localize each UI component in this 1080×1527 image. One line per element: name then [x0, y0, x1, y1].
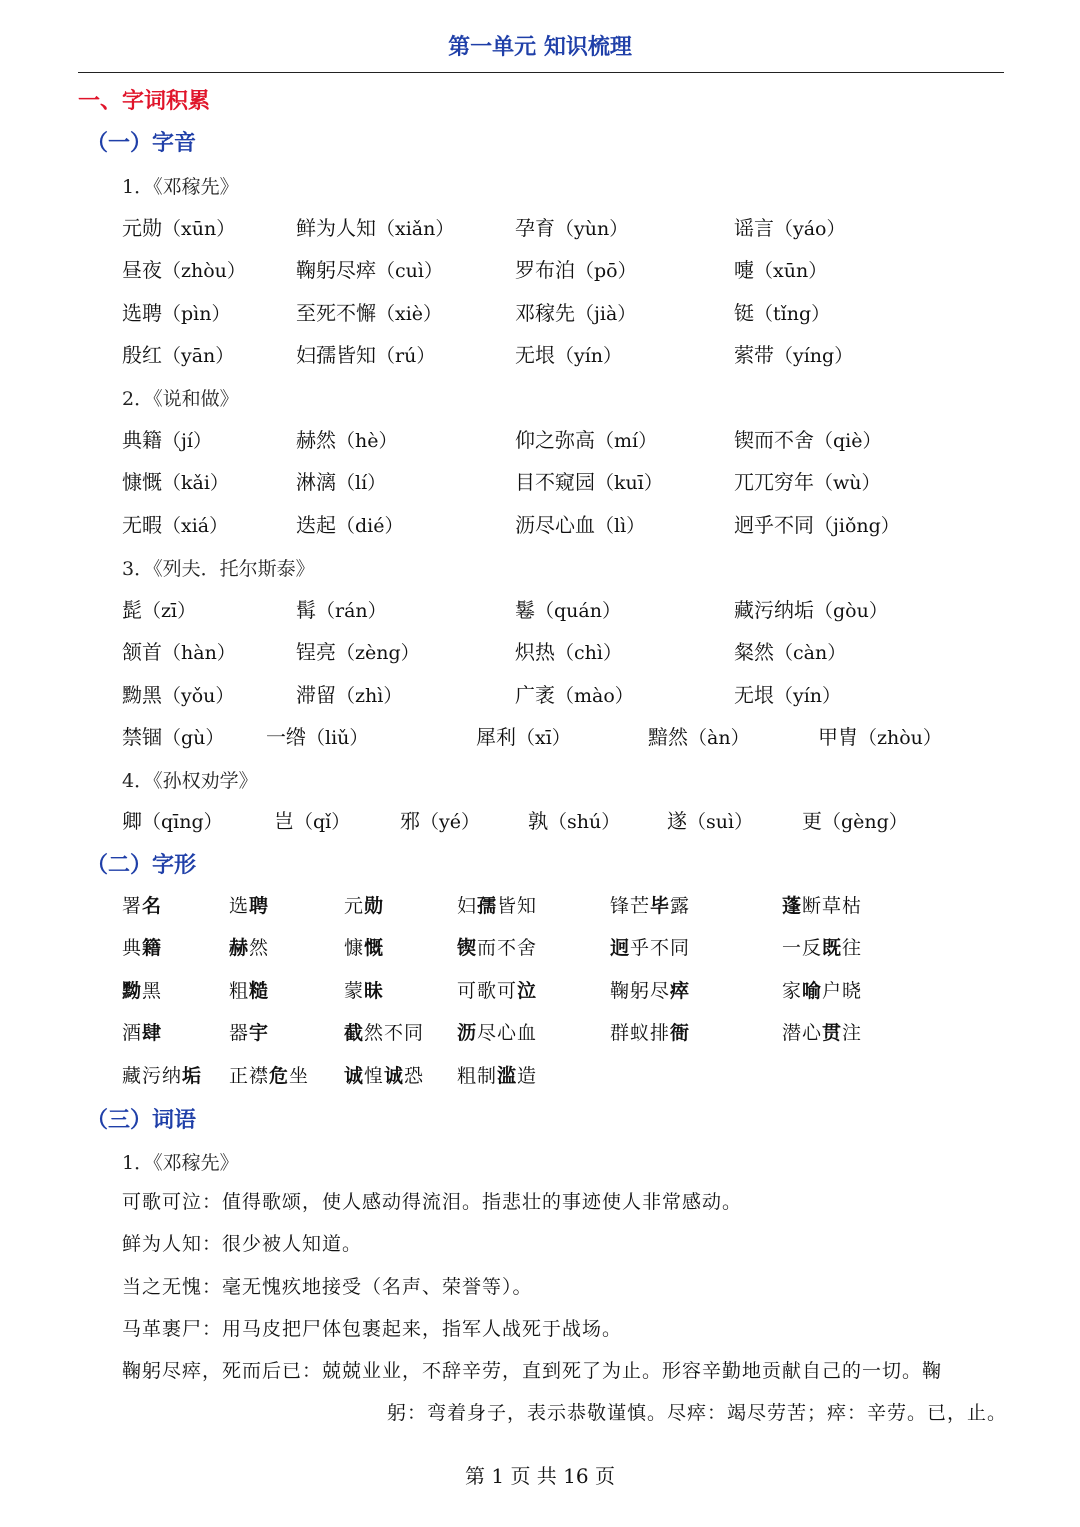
pronunciation-entry [515, 594, 621, 623]
entry-word: 黯然 [648, 725, 688, 749]
word-text: 家 [782, 980, 803, 1002]
pronunciation-entry [122, 212, 235, 241]
word-text: 潜心 [782, 1022, 823, 1044]
entry-pinyin: （quán） [535, 600, 621, 622]
entry-word: 无垠 [515, 343, 555, 367]
word-text: 蒙 [344, 980, 365, 1002]
entry-pinyin: （jià） [575, 303, 637, 325]
entry-word: 选聘 [122, 301, 162, 325]
entry-pinyin: （qiè） [814, 430, 882, 452]
entry-pinyin: （zhì） [336, 685, 403, 707]
vocab-definition-line: 鞠躬尽瘁，死而后已：兢兢业业，不辞辛劳，直到死了为止。形容辛勤地贡献自己的一切。鞠 [122, 1360, 943, 1382]
lesson-title-deng-jiaxian: 1．《邓稼先》 [122, 176, 239, 198]
character-form-word [610, 891, 690, 918]
entry-word: 锲而不舍 [734, 428, 814, 452]
pronunciation-entry [274, 805, 350, 834]
entry-word: 禁锢 [122, 725, 162, 749]
word-text: 署 [122, 895, 143, 917]
entry-pinyin: （tǐng） [754, 303, 831, 325]
pronunciation-entry [122, 254, 246, 283]
pronunciation-entry [515, 636, 622, 665]
vocab-lesson-title: 1．《邓稼先》 [122, 1152, 239, 1174]
entry-word: 一绺 [266, 725, 306, 749]
emphasized-character: 既 [822, 937, 843, 959]
entry-word: 邪 [400, 809, 420, 833]
word-text: 露 [670, 895, 691, 917]
lesson-title-sun-quan: 4．《孙权劝学》 [122, 770, 258, 792]
lesson-title-shuo-he-zuo: 2．《说和做》 [122, 388, 239, 410]
entry-word: 炽热 [515, 640, 555, 664]
entry-word: 淋漓 [296, 470, 336, 494]
pronunciation-entry [734, 297, 830, 326]
pronunciation-entry [296, 509, 403, 538]
word-text: 元 [344, 895, 365, 917]
emphasized-character: 危 [269, 1065, 290, 1087]
entry-pinyin: （suì） [687, 811, 754, 833]
pronunciation-entry [122, 679, 234, 708]
word-text: 妇 [457, 895, 478, 917]
entry-pinyin: （kuī） [595, 472, 663, 494]
entry-pinyin: （xī） [516, 727, 571, 749]
entry-pinyin: （lí） [336, 472, 387, 494]
entry-pinyin: （zèng） [336, 642, 420, 664]
pronunciation-entry [400, 805, 480, 834]
word-text: 黑 [142, 980, 163, 1002]
emphasized-character: 毕 [650, 895, 671, 917]
vocab-definition-continuation: 躬：弯着身子，表示恭敬谨慎。尽瘁：竭尽劳苦；瘁：辛劳。已，止。 [386, 1402, 1007, 1424]
entry-word: 鬈 [515, 598, 535, 622]
emphasized-character: 昧 [364, 980, 385, 1002]
pronunciation-entry [296, 424, 397, 453]
pronunciation-entry [266, 721, 368, 750]
character-form-word [782, 933, 862, 960]
pronunciation-entry [515, 254, 637, 283]
vocab-definition: 马革裹尸：用马皮把尸体包裹起来，指军人战死于战场。 [122, 1318, 623, 1340]
entry-word: 典籍 [122, 428, 162, 452]
entry-pinyin: （liǔ） [306, 727, 369, 749]
word-text: 可歌可 [457, 980, 518, 1002]
entry-word: 萦带 [734, 343, 774, 367]
emphasized-character: 诚 [344, 1065, 365, 1087]
pronunciation-entry [122, 424, 212, 453]
pronunciation-entry [734, 509, 900, 538]
entry-pinyin: （xiá） [162, 515, 229, 537]
character-form-word [610, 976, 690, 1003]
pronunciation-entry [515, 424, 657, 453]
word-text: 群蚁排 [610, 1022, 671, 1044]
character-form-word [610, 933, 690, 960]
pronunciation-entry [296, 297, 442, 326]
entry-word: 甲胄 [818, 725, 858, 749]
entry-pinyin: （chì） [555, 642, 622, 664]
entry-word: 锃亮 [296, 640, 336, 664]
pronunciation-entry [122, 636, 236, 665]
emphasized-character: 聘 [249, 895, 270, 917]
entry-word: 殷红 [122, 343, 162, 367]
entry-word: 元勋 [122, 216, 162, 240]
character-form-word [122, 1018, 162, 1045]
entry-pinyin: （rán） [316, 600, 387, 622]
entry-word: 兀兀穷年 [734, 470, 814, 494]
entry-word: 谣言 [734, 216, 774, 240]
pronunciation-entry [122, 721, 224, 750]
character-form-word [457, 933, 537, 960]
pronunciation-entry [734, 679, 841, 708]
word-text: 惶 [364, 1065, 385, 1087]
entry-word: 嚏 [734, 258, 754, 282]
pronunciation-entry [734, 254, 827, 283]
entry-pinyin: （mào） [555, 685, 634, 707]
entry-word: 广袤 [515, 683, 555, 707]
entry-pinyin: （dié） [336, 515, 404, 537]
entry-pinyin: （cuì） [376, 260, 443, 282]
entry-word: 颔首 [122, 640, 162, 664]
entry-pinyin: （yíng） [774, 345, 854, 367]
emphasized-character: 截 [344, 1022, 365, 1044]
entry-word: 藏污纳垢 [734, 598, 814, 622]
pronunciation-entry [122, 339, 234, 368]
emphasized-character: 蓬 [782, 895, 803, 917]
entry-word: 目不窥园 [515, 470, 595, 494]
pronunciation-entry [476, 721, 571, 750]
character-form-word [344, 891, 384, 918]
character-form-word [344, 1018, 424, 1045]
character-form-word [229, 976, 269, 1003]
word-text: 器 [229, 1022, 250, 1044]
entry-word: 昼夜 [122, 258, 162, 282]
pronunciation-entry [667, 805, 753, 834]
pronunciation-entry [528, 805, 620, 834]
entry-pinyin: （mí） [595, 430, 658, 452]
word-text: 尽心血 [477, 1022, 538, 1044]
word-text: 酒 [122, 1022, 143, 1044]
entry-word: 遂 [667, 809, 687, 833]
entry-pinyin: （àn） [688, 727, 750, 749]
word-text: 注 [842, 1022, 863, 1044]
entry-pinyin: （zhòu） [162, 260, 246, 282]
word-text: 粗制 [457, 1065, 498, 1087]
word-text: 乎不同 [630, 937, 691, 959]
word-text: 造 [517, 1065, 538, 1087]
word-text: 往 [842, 937, 863, 959]
pronunciation-entry [296, 594, 387, 623]
pronunciation-entry [296, 254, 443, 283]
word-text: 慷 [344, 937, 365, 959]
entry-pinyin: （hè） [336, 430, 398, 452]
character-form-word [782, 1018, 862, 1045]
word-text: 典 [122, 937, 143, 959]
emphasized-character: 泣 [517, 980, 538, 1002]
word-text: 一反 [782, 937, 823, 959]
emphasized-character: 垢 [182, 1065, 203, 1087]
emphasized-character: 籍 [142, 937, 163, 959]
emphasized-character: 孺 [477, 895, 498, 917]
emphasized-character: 衙 [670, 1022, 691, 1044]
character-form-word [229, 891, 269, 918]
subsection-heading-character-form: （二）字形 [86, 853, 197, 878]
entry-pinyin: （gèng） [822, 811, 908, 833]
word-text: 而不舍 [477, 937, 538, 959]
entry-word: 髯 [296, 598, 316, 622]
entry-pinyin: （càn） [774, 642, 847, 664]
pronunciation-entry [296, 466, 386, 495]
word-text: 锋芒 [610, 895, 651, 917]
pronunciation-entry [734, 339, 853, 368]
character-form-word [782, 976, 862, 1003]
entry-word: 铤 [734, 301, 754, 325]
character-form-word [344, 933, 384, 960]
word-text: 断草枯 [802, 895, 863, 917]
entry-word: 滞留 [296, 683, 336, 707]
emphasized-character: 贯 [822, 1022, 843, 1044]
emphasized-character: 名 [142, 895, 163, 917]
pronunciation-entry [122, 466, 229, 495]
entry-word: 无垠 [734, 683, 774, 707]
character-form-word [122, 891, 162, 918]
subsection-heading-vocabulary: （三）词语 [86, 1108, 197, 1133]
emphasized-character: 喻 [802, 980, 823, 1002]
entry-word: 邓稼先 [515, 301, 575, 325]
character-form-word [344, 1061, 424, 1088]
emphasized-character: 诚 [384, 1065, 405, 1087]
word-text: 然 [249, 937, 270, 959]
entry-pinyin: （xūn） [162, 218, 236, 240]
word-text: 鞠躬尽 [610, 980, 671, 1002]
word-text: 粗 [229, 980, 250, 1002]
pronunciation-entry [734, 636, 846, 665]
entry-word: 犀利 [476, 725, 516, 749]
entry-pinyin: （qīng） [142, 811, 223, 833]
emphasized-character: 瘁 [670, 980, 691, 1002]
pronunciation-entry [122, 297, 230, 326]
entry-pinyin: （yín） [555, 345, 623, 367]
character-form-word [457, 976, 537, 1003]
entry-word: 黝黑 [122, 683, 162, 707]
entry-word: 鲜为人知 [296, 216, 376, 240]
entry-word: 赫然 [296, 428, 336, 452]
emphasized-character: 慨 [364, 937, 385, 959]
entry-word: 更 [802, 809, 822, 833]
emphasized-character: 沥 [457, 1022, 478, 1044]
entry-pinyin: （hàn） [162, 642, 236, 664]
entry-pinyin: （jí） [162, 430, 212, 452]
emphasized-character: 赫 [229, 937, 250, 959]
entry-word: 沥尽心血 [515, 513, 595, 537]
pronunciation-entry [515, 297, 636, 326]
character-form-word [610, 1018, 690, 1045]
vocab-definition: 当之无愧：毫无愧疚地接受（名声、荣誉等）。 [122, 1276, 533, 1298]
entry-pinyin: （rú） [376, 345, 436, 367]
word-text: 然不同 [364, 1022, 425, 1044]
entry-word: 迥乎不同 [734, 513, 814, 537]
entry-pinyin: （yín） [774, 685, 842, 707]
entry-pinyin: （kǎi） [162, 472, 229, 494]
pronunciation-entry [515, 466, 663, 495]
vocab-definition: 鲜为人知：很少被人知道。 [122, 1233, 363, 1255]
emphasized-character: 锲 [457, 937, 478, 959]
entry-pinyin: （gòu） [814, 600, 888, 622]
entry-pinyin: （lì） [595, 515, 646, 537]
pronunciation-entry [734, 594, 888, 623]
character-form-word [344, 976, 384, 1003]
page-title: 第一单元 知识梳理 [448, 35, 632, 60]
entry-word: 至死不懈 [296, 301, 376, 325]
character-form-word [782, 891, 862, 918]
pronunciation-entry [515, 509, 645, 538]
word-text: 恐 [404, 1065, 425, 1087]
entry-pinyin: （wù） [814, 472, 881, 494]
entry-pinyin: （yǒu） [162, 685, 235, 707]
page-footer: 第 1 页 共 16 页 [465, 1464, 615, 1488]
emphasized-character: 迥 [610, 937, 631, 959]
entry-word: 妇孺皆知 [296, 343, 376, 367]
lesson-title-tolstoy: 3．《列夫．托尔斯泰》 [122, 558, 315, 580]
entry-word: 鞠躬尽瘁 [296, 258, 376, 282]
vocab-definition [122, 1350, 1007, 1434]
character-form-word [122, 1061, 202, 1088]
entry-pinyin: （yáo） [774, 218, 846, 240]
emphasized-character: 糙 [249, 980, 270, 1002]
pronunciation-entry [734, 212, 846, 241]
entry-pinyin: （pìn） [162, 303, 231, 325]
entry-pinyin: （xūn） [754, 260, 828, 282]
emphasized-character: 勋 [364, 895, 385, 917]
entry-pinyin: （yé） [420, 811, 480, 833]
entry-word: 仰之弥高 [515, 428, 595, 452]
entry-pinyin: （zhòu） [858, 727, 942, 749]
vocab-definition: 可歌可泣：值得歌颂，使人感动得流泪。指悲壮的事迹使人非常感动。 [122, 1191, 743, 1213]
pronunciation-entry [515, 339, 622, 368]
word-text: 户晓 [822, 980, 863, 1002]
emphasized-character: 宇 [249, 1022, 270, 1044]
entry-pinyin: （xiè） [376, 303, 443, 325]
entry-pinyin: （yān） [162, 345, 235, 367]
entry-word: 孰 [528, 809, 548, 833]
pronunciation-entry [648, 721, 750, 750]
word-text: 正襟 [229, 1065, 270, 1087]
word-text: 选 [229, 895, 250, 917]
entry-pinyin: （jiǒng） [814, 515, 900, 537]
entry-word: 岂 [274, 809, 294, 833]
emphasized-character: 黝 [122, 980, 143, 1002]
entry-word: 迭起 [296, 513, 336, 537]
character-form-word [457, 1061, 537, 1088]
entry-word: 粲然 [734, 640, 774, 664]
pronunciation-entry [802, 805, 908, 834]
entry-pinyin: （qǐ） [294, 811, 351, 833]
pronunciation-entry [818, 721, 942, 750]
entry-word: 髭 [122, 598, 142, 622]
entry-pinyin: （pō） [575, 260, 637, 282]
pronunciation-entry [515, 212, 628, 241]
pronunciation-entry [296, 679, 402, 708]
section-heading-word-accumulation: 一、字词积累 [78, 89, 211, 114]
character-form-word [457, 1018, 537, 1045]
subsection-heading-pronunciation: （一）字音 [86, 131, 197, 156]
character-form-word [122, 933, 162, 960]
entry-word: 孕育 [515, 216, 555, 240]
entry-pinyin: （shú） [548, 811, 621, 833]
character-form-word [457, 891, 537, 918]
entry-word: 罗布泊 [515, 258, 575, 282]
word-text: 坐 [289, 1065, 310, 1087]
pronunciation-entry [122, 805, 223, 834]
entry-word: 慷慨 [122, 470, 162, 494]
pronunciation-entry [122, 509, 228, 538]
pronunciation-entry [296, 636, 420, 665]
entry-pinyin: （zī） [142, 600, 197, 622]
pronunciation-entry [734, 466, 881, 495]
emphasized-character: 滥 [497, 1065, 518, 1087]
entry-pinyin: （yùn） [555, 218, 629, 240]
pronunciation-entry [122, 594, 196, 623]
entry-word: 无暇 [122, 513, 162, 537]
pronunciation-entry [515, 679, 634, 708]
character-form-word [229, 933, 269, 960]
pronunciation-entry [296, 212, 454, 241]
title-divider [78, 72, 1004, 73]
entry-pinyin: （gù） [162, 727, 225, 749]
emphasized-character: 肆 [142, 1022, 163, 1044]
pronunciation-entry [296, 339, 435, 368]
character-form-word [122, 976, 162, 1003]
character-form-word [229, 1018, 269, 1045]
word-text: 皆知 [497, 895, 538, 917]
entry-word: 卿 [122, 809, 142, 833]
character-form-word [229, 1061, 309, 1088]
entry-pinyin: （xiǎn） [376, 218, 455, 240]
word-text: 藏污纳 [122, 1065, 183, 1087]
pronunciation-entry [734, 424, 881, 453]
